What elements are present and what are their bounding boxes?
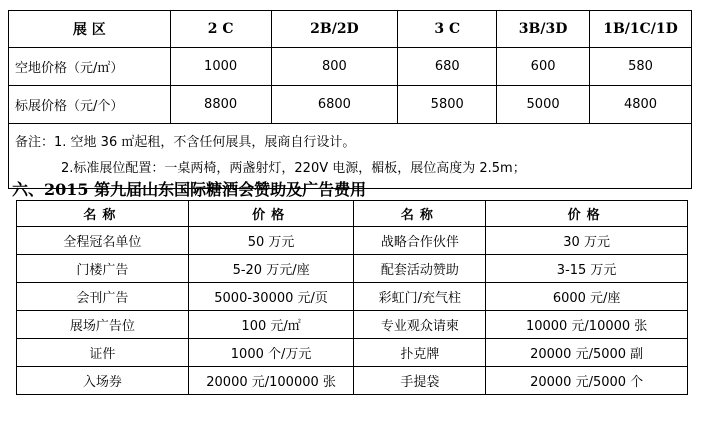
header-cell: 价格 [188, 201, 354, 227]
header-cell: 2B/2D [271, 11, 398, 48]
table-cell: 100 元/㎡ [188, 311, 354, 339]
header-cell: 3 C [398, 11, 497, 48]
table-header-row [17, 201, 688, 227]
table-cell: 证件 [17, 339, 189, 367]
table-cell: 800 [271, 48, 398, 86]
table-row [9, 48, 692, 86]
table-cell: 展场广告位 [17, 311, 189, 339]
table-cell: 50 万元 [188, 227, 354, 255]
table-cell: 580 [590, 48, 692, 86]
note-line: 备注：1. 空地 36 ㎡起租，不含任何展具，展商自行设计。 [15, 135, 356, 150]
table-cell: 入场券 [17, 367, 189, 395]
table-cell: 1000 [170, 48, 271, 86]
table-cell: 5000 [497, 86, 590, 124]
table-cell: 5-20 万元/座 [188, 255, 354, 283]
table-cell: 1000 个/万元 [188, 339, 354, 367]
table-cell: 4800 [590, 86, 692, 124]
header-cell: 名称 [17, 201, 189, 227]
table-cell: 20000 元/100000 张 [188, 367, 354, 395]
table-cell: 彩虹门/充气柱 [354, 283, 486, 311]
table-row [17, 255, 688, 283]
table-cell: 20000 元/5000 个 [486, 367, 688, 395]
table-cell: 600 [497, 48, 590, 86]
row-label: 空地价格（元/㎡） [9, 48, 171, 86]
table-cell: 专业观众请柬 [354, 311, 486, 339]
table-row [17, 367, 688, 395]
table-cell: 30 万元 [486, 227, 688, 255]
table-cell: 手提袋 [354, 367, 486, 395]
note-line: 2.标准展位配置：一桌两椅，两盏射灯，220V 电源，楣板，展位高度为 2.5m； [61, 161, 526, 176]
table-row [17, 227, 688, 255]
table-header-row [9, 11, 692, 48]
header-cell: 价格 [486, 201, 688, 227]
table-cell: 20000 元/5000 副 [486, 339, 688, 367]
table-cell: 全程冠名单位 [17, 227, 189, 255]
table-cell: 6000 元/座 [486, 283, 688, 311]
table-row [9, 86, 692, 124]
header-cell: 名称 [354, 201, 486, 227]
table-row [17, 339, 688, 367]
table-cell: 配套活动赞助 [354, 255, 486, 283]
table-cell: 6800 [271, 86, 398, 124]
row-label: 标展价格（元/个） [9, 86, 171, 124]
section-title: 六、2015 第九届山东国际糖酒会赞助及广告费用 [12, 180, 367, 199]
sponsorship-price-table [16, 200, 688, 395]
table-cell: 会刊广告 [17, 283, 189, 311]
table-cell: 门楼广告 [17, 255, 189, 283]
header-cell: 3B/3D [497, 11, 590, 48]
table-row [17, 283, 688, 311]
table-cell: 3-15 万元 [486, 255, 688, 283]
table-cell: 5000-30000 元/页 [188, 283, 354, 311]
header-cell: 2 C [170, 11, 271, 48]
table-cell: 680 [398, 48, 497, 86]
table-cell: 5800 [398, 86, 497, 124]
table-cell: 战略合作伙伴 [354, 227, 486, 255]
header-cell: 1B/1C/1D [590, 11, 692, 48]
table-cell: 8800 [170, 86, 271, 124]
table-cell: 10000 元/10000 张 [486, 311, 688, 339]
booth-price-table [8, 10, 692, 189]
header-cell: 展 区 [9, 11, 171, 48]
table-cell: 扑克牌 [354, 339, 486, 367]
table-row [17, 311, 688, 339]
